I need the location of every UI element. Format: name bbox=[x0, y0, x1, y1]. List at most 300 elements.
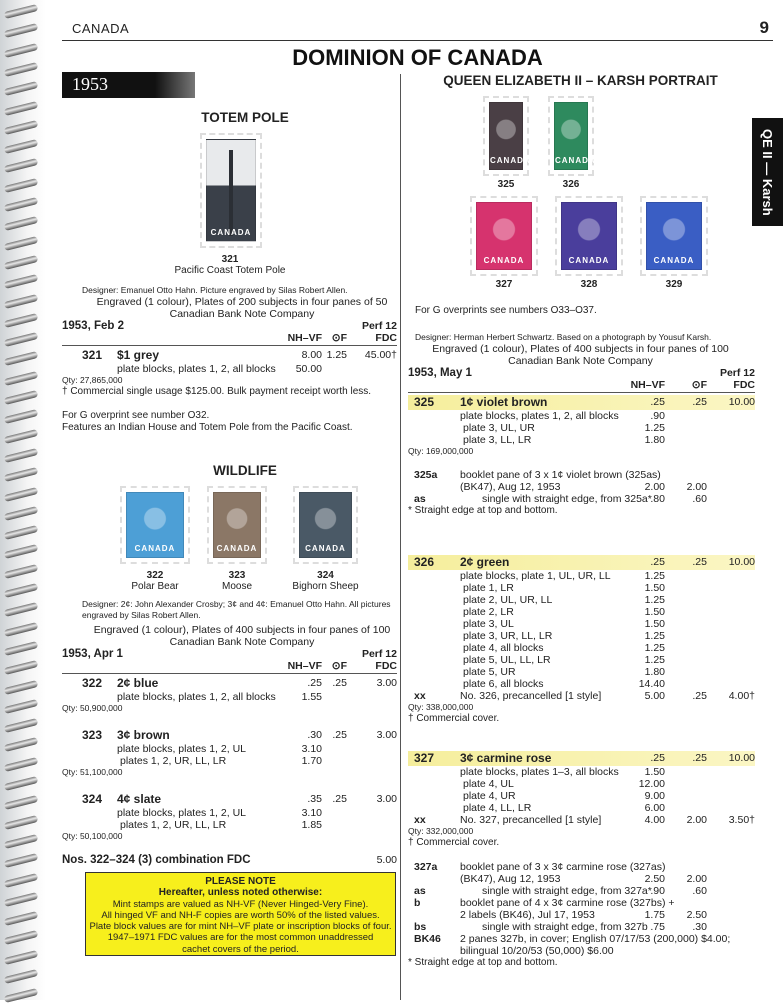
price-used-f: ⊙F bbox=[331, 332, 347, 344]
item-description: plate 3, UL, UR bbox=[463, 422, 535, 434]
catalog-table-325-327 bbox=[408, 367, 755, 969]
spacer bbox=[408, 541, 755, 553]
item-number: 1953, May 1 bbox=[408, 367, 472, 379]
item-description: 2 labels (BK46), Jul 17, 1953 bbox=[460, 909, 595, 921]
binding-coil bbox=[4, 892, 39, 907]
price-fdc bbox=[707, 666, 755, 678]
section-title-karsh: QUEEN ELIZABETH II – KARSH PORTRAIT bbox=[443, 73, 718, 88]
spacer bbox=[408, 529, 755, 541]
item-description: plate blocks, plates 1, 2, all blocks bbox=[117, 691, 276, 703]
stamp-image-329 bbox=[640, 196, 708, 276]
price-used-f bbox=[665, 766, 707, 778]
stamp-image-322 bbox=[120, 486, 190, 564]
section-tab[interactable]: QE II — Karsh bbox=[752, 118, 783, 226]
plate-block-row bbox=[408, 873, 755, 885]
price-nh-vf: 1.85 bbox=[301, 819, 322, 831]
stamp-image-326 bbox=[548, 96, 594, 176]
item-description: 2¢ blue bbox=[117, 676, 159, 690]
plate-block-row bbox=[408, 422, 755, 434]
price-fdc bbox=[707, 678, 755, 690]
plate-block-row bbox=[408, 606, 755, 618]
item-description: plate 3, UL bbox=[463, 618, 514, 630]
printer-note: Canadian Bank Note Company bbox=[169, 636, 315, 648]
price-fdc bbox=[707, 630, 755, 642]
price-nh-vf: 6.00 bbox=[644, 802, 665, 814]
item-number bbox=[408, 945, 460, 957]
binding-coil bbox=[4, 120, 39, 135]
quantity-note bbox=[62, 767, 397, 778]
plate-block-row bbox=[408, 654, 755, 666]
price-fdc bbox=[707, 921, 755, 933]
price-used-f bbox=[665, 618, 707, 630]
footnote bbox=[408, 713, 755, 725]
binding-coil bbox=[4, 988, 39, 1003]
price-used-f bbox=[665, 778, 707, 790]
stamp-entry-row bbox=[408, 555, 755, 570]
price-fdc: FDC bbox=[375, 660, 397, 672]
binding-coil bbox=[4, 718, 39, 733]
price-fdc: Perf 12 bbox=[361, 648, 397, 660]
price-fdc bbox=[707, 493, 755, 505]
price-fdc bbox=[347, 819, 397, 831]
item-description: plate 6, all blocks bbox=[463, 678, 544, 690]
price-nh-vf: .90 bbox=[650, 410, 665, 422]
issue-date-row bbox=[62, 648, 397, 660]
price-used-f: ⊙F bbox=[331, 660, 347, 672]
stamp-caption: Bighorn Sheep bbox=[292, 581, 359, 592]
item-number bbox=[408, 570, 460, 582]
price-used-f: .25 bbox=[692, 690, 707, 702]
item-number bbox=[408, 618, 460, 630]
price-used-f: .25 bbox=[332, 729, 347, 741]
spacer bbox=[62, 778, 397, 790]
price-fdc bbox=[707, 873, 755, 885]
binding-coil bbox=[4, 274, 39, 289]
totem-pole-graphic bbox=[229, 150, 234, 236]
item-description: plate blocks, plate 1, UL, UR, LL bbox=[460, 570, 611, 582]
item-number bbox=[408, 410, 460, 422]
price-used-f bbox=[665, 642, 707, 654]
binding-coil bbox=[4, 795, 39, 810]
price-fdc bbox=[347, 807, 397, 819]
stamp-country: CANADA bbox=[483, 256, 525, 265]
price-used-f bbox=[322, 807, 347, 819]
price-used-f bbox=[665, 897, 707, 909]
stamp-entry-row bbox=[62, 676, 397, 691]
item-number: Features an Indian House and Totem Pole from the Pacific Coast. bbox=[62, 422, 353, 433]
designer-note: Designer: Herman Herbert Schwartz. Based on a photograph by Yousuf Karsh. bbox=[415, 332, 712, 342]
price-used-f: .25 bbox=[692, 752, 707, 764]
stamp-caption-324 bbox=[273, 570, 378, 592]
spacer bbox=[408, 517, 755, 529]
price-used-f bbox=[665, 410, 707, 422]
price-used-f bbox=[665, 434, 707, 446]
item-number: xx bbox=[414, 690, 426, 702]
catalog-table-321 bbox=[62, 320, 397, 434]
price-nh-vf bbox=[605, 897, 665, 909]
plate-block-row bbox=[408, 410, 755, 422]
item-description: 2 panes 327b, in cover; English 07/17/53 (200,000) $4.00; bbox=[460, 933, 731, 945]
price-used-f: 2.50 bbox=[686, 909, 707, 921]
price-nh-vf: 1.70 bbox=[301, 755, 322, 767]
price-used-f bbox=[322, 648, 347, 660]
spiral-binding bbox=[0, 0, 46, 1000]
binding-coil bbox=[4, 564, 39, 579]
price-used-f bbox=[665, 367, 707, 379]
stamp-image-325 bbox=[483, 96, 529, 176]
stamp-country: CANADA bbox=[216, 544, 258, 553]
binding-coil bbox=[4, 834, 39, 849]
item-number: b bbox=[414, 897, 421, 909]
spacer bbox=[408, 849, 755, 861]
printer-note: Canadian Bank Note Company bbox=[508, 355, 653, 367]
price-fdc bbox=[707, 594, 755, 606]
item-number: 1953, Feb 2 bbox=[62, 320, 125, 332]
page-number: 9 bbox=[759, 18, 769, 37]
column-header-row bbox=[62, 332, 397, 346]
item-number: 325a bbox=[414, 469, 438, 481]
engraving-note: Engraved (1 colour), Plates of 400 subjects in four panes of 100 bbox=[432, 343, 729, 355]
running-header: CANADA bbox=[72, 21, 130, 36]
price-used-f bbox=[665, 630, 707, 642]
item-number: Qty: 51,100,000 bbox=[62, 767, 123, 777]
plate-block-row bbox=[62, 807, 397, 819]
price-nh-vf: 1.25 bbox=[644, 594, 665, 606]
item-number: † Commercial cover. bbox=[408, 713, 500, 724]
price-fdc bbox=[707, 802, 755, 814]
plate-block-row bbox=[408, 434, 755, 446]
item-description: plate 4, UR bbox=[463, 790, 516, 802]
item-number: Qty: 50,900,000 bbox=[62, 703, 123, 713]
price-used-f bbox=[665, 582, 707, 594]
printer-note: Canadian Bank Note Company bbox=[169, 308, 315, 320]
plate-block-row bbox=[408, 766, 755, 778]
item-description: plate blocks, plates 1–3, all blocks bbox=[460, 766, 619, 778]
price-used-f bbox=[322, 854, 347, 866]
price-nh-vf: .25 bbox=[650, 752, 665, 764]
stamp-picture bbox=[206, 139, 256, 242]
price-nh-vf: .35 bbox=[307, 793, 322, 805]
price-nh-vf: NH–VF bbox=[287, 332, 322, 344]
footnote bbox=[408, 957, 755, 969]
price-used-f bbox=[665, 654, 707, 666]
binding-coil bbox=[4, 4, 39, 19]
spacer bbox=[408, 737, 755, 749]
price-nh-vf: 5.00 bbox=[644, 690, 665, 702]
item-number: Qty: 169,000,000 bbox=[408, 446, 474, 456]
plate-block-row bbox=[62, 691, 397, 703]
price-used-f bbox=[665, 790, 707, 802]
price-used-f: .60 bbox=[692, 885, 707, 897]
item-description: single with straight edge, from 327a* bbox=[482, 885, 652, 897]
item-description: plate 5, UL, LL, LR bbox=[463, 654, 551, 666]
item-description: (BK47), Aug 12, 1953 bbox=[460, 873, 561, 885]
price-fdc: 10.00 bbox=[728, 556, 755, 568]
binding-coil bbox=[4, 81, 39, 96]
price-fdc bbox=[707, 606, 755, 618]
price-used-f bbox=[665, 861, 707, 873]
price-fdc bbox=[707, 582, 755, 594]
price-nh-vf: 2.00 bbox=[644, 481, 665, 493]
stamp-picture bbox=[554, 102, 596, 170]
price-used-f bbox=[322, 691, 347, 703]
item-description: bilingual 10/20/53 (50,000) $6.00 bbox=[460, 945, 614, 957]
binding-coil bbox=[4, 371, 39, 386]
item-description: plate 3, UR, LL, LR bbox=[463, 630, 553, 642]
price-fdc bbox=[707, 861, 755, 873]
plate-block-row bbox=[62, 819, 397, 831]
item-number bbox=[408, 802, 460, 814]
stamp-picture bbox=[126, 492, 184, 558]
price-nh-vf bbox=[605, 933, 665, 945]
price-fdc bbox=[707, 933, 755, 945]
price-nh-vf bbox=[262, 854, 322, 866]
stamp-image-324 bbox=[293, 486, 358, 564]
footnote bbox=[408, 505, 755, 517]
price-fdc bbox=[707, 766, 755, 778]
binding-coil bbox=[4, 429, 39, 444]
plate-block-row bbox=[408, 666, 755, 678]
item-number: bs bbox=[414, 921, 427, 933]
price-nh-vf: 1.80 bbox=[644, 666, 665, 678]
binding-coil bbox=[4, 660, 39, 675]
price-fdc: 3.00 bbox=[376, 677, 397, 689]
item-number: † Commercial single usage $125.00. Bulk payment receipt worth less. bbox=[62, 386, 372, 397]
binding-coil bbox=[4, 525, 39, 540]
note-subtitle: Hereafter, unless noted otherwise: bbox=[158, 887, 323, 899]
price-fdc: 4.00† bbox=[728, 690, 755, 702]
item-description: plate 3, LL, LR bbox=[463, 434, 532, 446]
price-nh-vf: 1.25 bbox=[644, 630, 665, 642]
binding-coil bbox=[4, 313, 39, 328]
price-used-f: 2.00 bbox=[686, 873, 707, 885]
binding-coil bbox=[4, 332, 39, 347]
item-number: 1953, Apr 1 bbox=[62, 648, 123, 660]
stamp-country: CANADA bbox=[134, 544, 176, 553]
item-description: $1 grey bbox=[117, 348, 160, 362]
price-nh-vf: 1.75 bbox=[644, 909, 665, 921]
note-title: PLEASE NOTE bbox=[205, 876, 276, 887]
price-nh-vf: 8.00 bbox=[301, 349, 322, 361]
price-fdc: FDC bbox=[733, 379, 755, 391]
price-nh-vf: 1.50 bbox=[644, 766, 665, 778]
price-nh-vf: 12.00 bbox=[638, 778, 665, 790]
price-fdc bbox=[707, 897, 755, 909]
note-line: Mint stamps are valued as NH-VF (Never Hinged-Very Fine). bbox=[112, 898, 369, 910]
price-fdc bbox=[707, 618, 755, 630]
item-number bbox=[408, 873, 460, 885]
item-description: (BK47), Aug 12, 1953 bbox=[460, 481, 561, 493]
variety-row bbox=[408, 921, 755, 933]
price-nh-vf: 9.00 bbox=[644, 790, 665, 802]
binding-coil bbox=[4, 100, 39, 115]
year-banner: 1953 bbox=[62, 72, 195, 98]
item-number: 326 bbox=[414, 555, 435, 569]
item-number: Qty: 27,865,000 bbox=[62, 375, 123, 385]
designer-note: Designer: Emanuel Otto Hahn. Picture engraved by Silas Robert Allen. bbox=[82, 285, 348, 295]
header-rule bbox=[62, 40, 773, 41]
stamp-entry-row bbox=[408, 395, 755, 410]
stamp-country: CANADA bbox=[210, 228, 252, 237]
stamp-number: 321 bbox=[221, 254, 239, 265]
stamp-picture bbox=[489, 102, 531, 170]
stamp-caption: Moose bbox=[221, 581, 252, 592]
binding-coil bbox=[4, 602, 39, 617]
item-description: 3¢ carmine rose bbox=[460, 751, 552, 765]
price-nh-vf bbox=[605, 469, 665, 481]
item-number bbox=[408, 606, 460, 618]
binding-coil bbox=[4, 390, 39, 405]
item-description: plate blocks, plates 1, 2, all blocks bbox=[117, 363, 276, 375]
quantity-note bbox=[62, 375, 397, 386]
binding-coil bbox=[4, 351, 39, 366]
item-number bbox=[62, 755, 117, 767]
binding-coil bbox=[4, 969, 39, 984]
price-nh-vf: .25 bbox=[650, 396, 665, 408]
price-used-f: ⊙F bbox=[691, 379, 707, 391]
binding-coil bbox=[4, 23, 39, 38]
price-fdc bbox=[707, 945, 755, 957]
price-nh-vf: .75 bbox=[650, 921, 665, 933]
item-number: Nos. 322–324 (3) combination FDC bbox=[62, 854, 251, 866]
price-fdc: 45.00† bbox=[364, 349, 397, 361]
plate-block-row bbox=[62, 755, 397, 767]
variety-row bbox=[408, 469, 755, 481]
price-nh-vf bbox=[605, 861, 665, 873]
price-used-f: .25 bbox=[692, 556, 707, 568]
binding-coil bbox=[4, 815, 39, 830]
item-description: plate blocks, plates 1, 2, UL bbox=[117, 743, 246, 755]
price-used-f bbox=[322, 743, 347, 755]
section-title-wildlife: WILDLIFE bbox=[213, 463, 277, 478]
item-description: plate 4, UL bbox=[463, 778, 514, 790]
item-description: No. 327, precancelled [1 style] bbox=[460, 814, 602, 826]
binding-coil bbox=[4, 544, 39, 559]
binding-coil bbox=[4, 293, 39, 308]
spacer bbox=[62, 714, 397, 726]
binding-coil bbox=[4, 62, 39, 77]
stamp-image-321 bbox=[200, 133, 262, 248]
price-nh-vf bbox=[605, 945, 665, 957]
stamp-caption: Polar Bear bbox=[131, 581, 179, 592]
stamp-country: CANADA bbox=[490, 156, 531, 165]
price-used-f bbox=[322, 363, 347, 375]
stamp-number: 326 bbox=[562, 179, 580, 190]
binding-coil bbox=[4, 641, 39, 656]
engraving-note: Engraved (1 colour), Plates of 200 subjects in four panes of 50 bbox=[96, 296, 388, 308]
price-nh-vf: NH–VF bbox=[630, 379, 665, 391]
item-number: xx bbox=[414, 814, 426, 826]
item-number bbox=[408, 594, 460, 606]
binding-coil bbox=[4, 853, 39, 868]
binding-coil bbox=[4, 737, 39, 752]
quantity-note bbox=[62, 703, 397, 714]
item-description: 4¢ slate bbox=[117, 792, 162, 806]
price-fdc: 3.00 bbox=[376, 793, 397, 805]
price-fdc bbox=[707, 790, 755, 802]
price-used-f: .25 bbox=[332, 677, 347, 689]
item-number: Qty: 332,000,000 bbox=[408, 826, 474, 836]
item-number: For G overprint see number O32. bbox=[62, 410, 210, 421]
plate-block-row bbox=[408, 618, 755, 630]
quantity-note bbox=[408, 826, 755, 837]
stamp-picture bbox=[476, 202, 532, 270]
spacer bbox=[62, 842, 397, 854]
price-nh-vf: 1.25 bbox=[644, 654, 665, 666]
price-used-f bbox=[665, 606, 707, 618]
plate-block-row bbox=[408, 594, 755, 606]
variety-row bbox=[408, 861, 755, 873]
quantity-note bbox=[408, 446, 755, 457]
item-number: 325 bbox=[414, 395, 435, 409]
price-fdc bbox=[707, 422, 755, 434]
stamp-picture bbox=[213, 492, 261, 558]
stamp-entry-row bbox=[62, 348, 397, 363]
price-nh-vf: 1.50 bbox=[644, 582, 665, 594]
plate-block-row bbox=[408, 802, 755, 814]
item-number bbox=[62, 363, 117, 375]
item-number bbox=[408, 630, 460, 642]
stamp-image-328 bbox=[555, 196, 623, 276]
item-number: 322 bbox=[82, 676, 103, 690]
stamp-number: 329 bbox=[665, 279, 683, 290]
binding-coil bbox=[4, 43, 39, 58]
item-number bbox=[408, 379, 460, 391]
stamp-country: CANADA bbox=[555, 156, 596, 165]
item-number bbox=[408, 422, 460, 434]
plate-block-row bbox=[408, 778, 755, 790]
item-number: 327a bbox=[414, 861, 438, 873]
stamp-picture bbox=[646, 202, 702, 270]
plate-block-row bbox=[408, 642, 755, 654]
price-used-f: .25 bbox=[332, 793, 347, 805]
catalog-table-322-324 bbox=[62, 648, 397, 866]
price-fdc bbox=[707, 469, 755, 481]
variety-row bbox=[408, 690, 755, 702]
item-number bbox=[62, 332, 117, 344]
item-description: plates 1, 2, UR, LL, LR bbox=[120, 819, 227, 831]
price-used-f: .60 bbox=[692, 493, 707, 505]
price-used-f bbox=[665, 945, 707, 957]
item-description: plate 1, LR bbox=[463, 582, 514, 594]
binding-coil bbox=[4, 872, 39, 887]
engraving-note: Engraved (1 colour), Plates of 400 subjects in four panes of 100 bbox=[93, 624, 391, 636]
price-fdc: Perf 12 bbox=[719, 367, 755, 379]
stamp-picture bbox=[299, 492, 352, 558]
item-number: BK46 bbox=[414, 933, 441, 945]
footnote bbox=[62, 422, 397, 434]
binding-coil bbox=[4, 486, 39, 501]
item-description bbox=[117, 660, 262, 672]
item-number bbox=[408, 642, 460, 654]
item-description: 2¢ green bbox=[460, 555, 510, 569]
price-used-f bbox=[322, 755, 347, 767]
spacer bbox=[408, 725, 755, 737]
item-number bbox=[62, 660, 117, 672]
stamp-country: CANADA bbox=[568, 256, 610, 265]
plate-block-row bbox=[408, 945, 755, 957]
section-title-totem-pole: TOTEM POLE bbox=[201, 110, 289, 125]
price-nh-vf: .80 bbox=[650, 493, 665, 505]
binding-coil bbox=[4, 622, 39, 637]
price-nh-vf: NH–VF bbox=[287, 660, 322, 672]
footnote bbox=[408, 837, 755, 849]
price-fdc: 10.00 bbox=[728, 752, 755, 764]
price-nh-vf: 1.80 bbox=[644, 434, 665, 446]
price-fdc bbox=[707, 778, 755, 790]
plate-block-row bbox=[408, 678, 755, 690]
binding-coil bbox=[4, 679, 39, 694]
